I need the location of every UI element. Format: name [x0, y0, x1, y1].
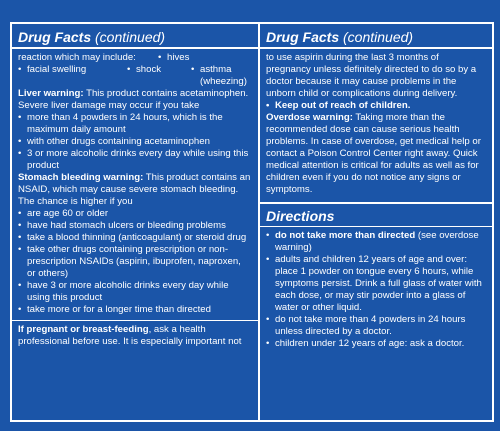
direction-item: • adults and children 12 years of age and over: place 1 powder on tongue every 6 hours, while symptoms persist. Drink a full glass of water with each dose, or may stir powder into a glass of water or other liquid.: [266, 254, 486, 314]
stomach-warning: [18, 172, 252, 208]
pregnant-warning: [18, 324, 252, 348]
liver-item: • more than 4 powders in 24 hours, which is the maximum daily amount: [18, 112, 252, 136]
right-body: [260, 49, 492, 196]
pregnant-heading: If pregnant or breast-feeding: [18, 324, 149, 335]
right-title-main: Drug Facts: [266, 29, 340, 45]
left-title: [12, 24, 258, 47]
right-title-continued: (continued): [343, 29, 414, 45]
stomach-warning-text: This product contains an NSAID, which may cause severe stomach bleeding. The chance is higher if you: [18, 171, 251, 207]
direction-text: (see overdose warning): [275, 230, 479, 253]
stomach-item: • have 3 or more alcoholic drinks every day while using this product: [18, 280, 252, 304]
liver-item: • with other drugs containing acetaminophen: [18, 136, 252, 148]
stomach-item: • are age 60 or older: [18, 208, 252, 220]
overdose-text: Taking more than the recommended dose can cause serious health problems. In case of overdose, get medical help or contact a Poison Control Center right away. Quick medical attention is critical for adults as well as for children even if you do not notice any signs or symptoms.: [266, 111, 481, 195]
liver-warning-text: This product contains acetaminophen. Severe liver damage may occur if you take: [18, 87, 249, 111]
allergy-row-1: [18, 52, 252, 64]
asthma-item: • asthma (wheezing): [191, 64, 252, 88]
stomach-item: • take other drugs containing prescription or non-prescription NSAIDs (aspirin, ibuprofen, naproxen, or others): [18, 244, 252, 280]
stomach-warning-heading: Stomach bleeding warning:: [18, 171, 144, 183]
left-column: [12, 24, 258, 420]
pregnant-text: , ask a health professional before use. It is especially important not: [18, 324, 242, 347]
stomach-item: • have had stomach ulcers or bleeding problems: [18, 220, 252, 232]
reaction-line: reaction which may include:: [18, 51, 136, 63]
drug-facts-panel: [10, 22, 494, 422]
stomach-item: • take a blood thinning (anticoagulant) or steroid drug: [18, 232, 252, 244]
direction-item: • children under 12 years of age: ask a doctor.: [266, 338, 486, 350]
directions-body: [260, 227, 492, 350]
left-title-main: Drug Facts: [18, 29, 92, 45]
liver-warning-heading: Liver warning:: [18, 87, 84, 99]
overdose-heading: Overdose warning:: [266, 111, 353, 123]
facial-swelling-item: • facial swelling: [18, 64, 127, 88]
liver-warning: [18, 88, 252, 112]
right-title: [260, 24, 492, 47]
direction-item: [266, 230, 486, 254]
left-title-continued: (continued): [95, 29, 166, 45]
overdose-warning: [266, 112, 486, 196]
stomach-item: • take more or for a longer time than directed: [18, 304, 252, 316]
pregnant-section: [12, 321, 258, 348]
directions-title: Directions: [266, 207, 335, 224]
left-body: [12, 49, 258, 316]
pregnancy-continued: to use aspirin during the last 3 months of pregnancy unless definitely directed to do so by a doctor because it may cause problems in the unborn child or complications during delivery.: [266, 51, 477, 99]
hives-item: • hives: [158, 52, 189, 64]
liver-item: • 3 or more alcoholic drinks every day while using this product: [18, 148, 252, 172]
direction-bold: do not take more than directed: [275, 230, 416, 241]
allergy-row-2: [18, 64, 252, 88]
keep-out-item: • Keep out of reach of children.: [266, 100, 486, 112]
shock-item: • shock: [127, 64, 191, 88]
direction-item: • do not take more than 4 powders in 24 hours unless directed by a doctor.: [266, 314, 486, 338]
right-column: [260, 24, 492, 420]
